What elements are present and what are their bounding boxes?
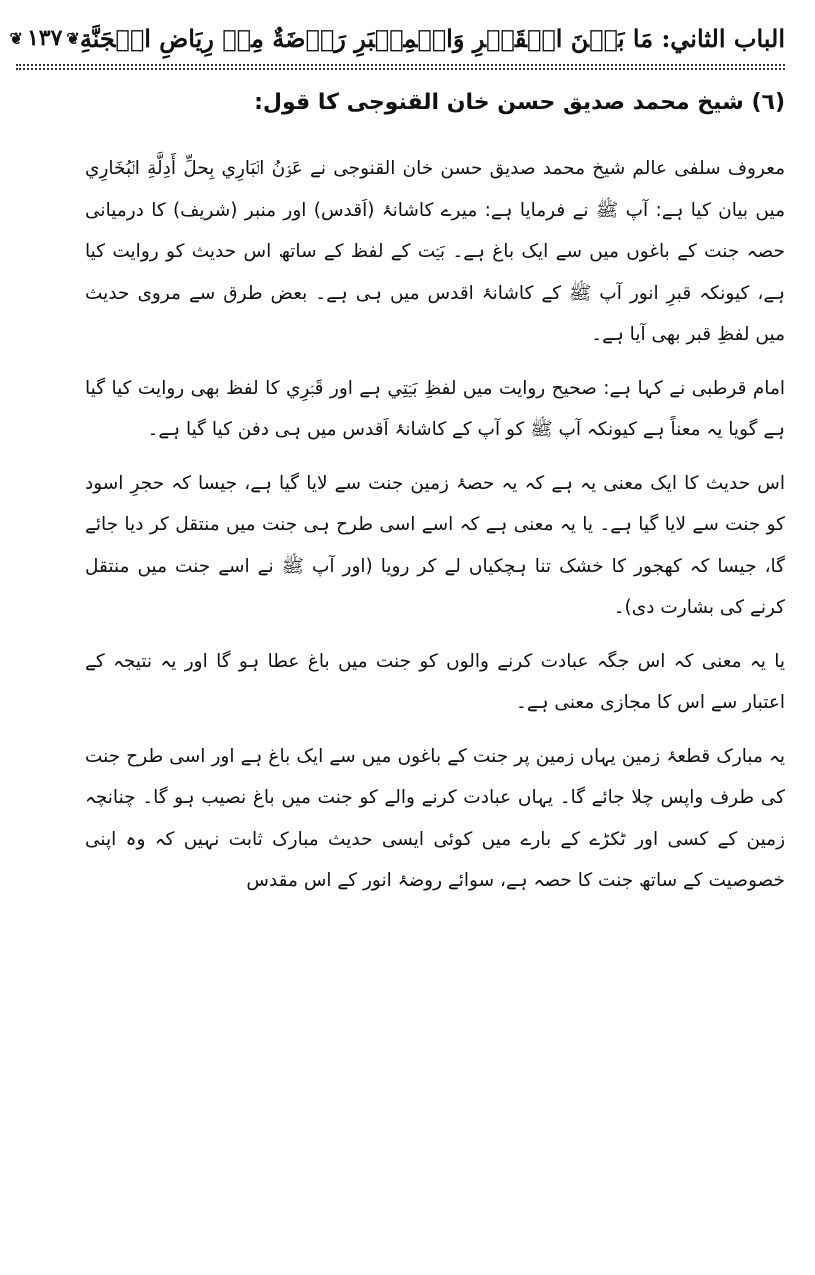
paragraph: امام قرطبی نے کہا ہے: صحیح روایت میں لفظِ بَيۡتِي ہے اور قَبۡرِي کا لفظ بھی روایت کیا گیا ہے گویا یہ معناً ہے کیونکہ آپ ﷺ کو آپ کے کاشانۂ اَقدس میں ہی دفن کیا گیا ہے۔ (85, 377, 785, 440)
paragraph: یہ مبارک قطعۂ زمین یہاں زمین پر جنت کے باغوں میں سے ایک باغ ہے اور اسی طرح جنت کی طرف واپس چلا جائے گا۔ یہاں عبادت کرنے والے کو جنت میں باغ نصیب ہو گا۔ چنانچہ زمین کے کسی اور ٹکڑے کے بارے میں کوئی ایسی حدیث مبارک ثابت نہیں کہ وہ اپنی خصوصیت کے ساتھ جنت کا حصہ ہے، سوائے روضۂ انور کے اس مقدس (85, 745, 785, 891)
chapter-title: الباب الثاني: مَا بَيۡنَ الۡقَبۡرِ وَالۡمِنۡبَرِ رَوۡضَةٌ مِنۡ رِيَاضِ الۡجَنَّةِ (79, 23, 785, 53)
paragraph: اس حدیث کا ایک معنی یہ ہے کہ یہ حصۂ زمین جنت سے لایا گیا ہے، جیسا کہ حجرِ اسود کو جنت سے لایا گیا ہے۔ یا یہ معنی ہے کہ اسے اسی طرح ہی جنت میں منتقل کر دیا جائے گا، جیسا کہ کھجور کا خشک تنا ہچکیاں لے کر رویا (اور آپ ﷺ نے اسے جنت میں منتقل کرنے کی بشارت دی)۔ (85, 472, 785, 618)
body-text (85, 148, 785, 914)
ornament-left-icon: ❦ (9, 28, 23, 48)
section-heading: (٦) شیخ محمد صدیق حسن خان القنوجی کا قول: (254, 90, 785, 115)
ornament-right-icon: ❦ (66, 28, 80, 48)
header-divider (16, 64, 785, 66)
page-number-block (10, 25, 80, 51)
page-number: ١٣٧ (26, 25, 63, 51)
paragraph: معروف سلفی عالم شیخ محمد صدیق حسن خان القنوجی نے عَوۡنُ الۡبَارِي بِحلِّ أَدِلَّةِ الۡبُخَارِي میں بیان کیا ہے: آپ ﷺ نے فرمایا ہے: میرے کاشانۂ (اَقدس) اور منبر (شریف) کا درمیانی حصہ جنت کے باغوں میں سے ایک باغ ہے۔ بَیۡت کے لفظ کے ساتھ اس حدیث کو روایت کیا ہے، کیونکہ قبرِ انور آپ ﷺ کے کاشانۂ اقدس میں ہی ہے۔ بعض طرق سے مروی حدیث میں لفظِ قبر بھی آیا ہے۔ (85, 158, 785, 345)
paragraph: یا یہ معنی کہ اس جگہ عبادت کرنے والوں کو جنت میں باغ عطا ہو گا اور یہ نتیجہ کے اعتبار سے اس کا مجازی معنی ہے۔ (85, 650, 785, 713)
header-divider-second (16, 68, 785, 70)
page-header (9, 14, 785, 62)
